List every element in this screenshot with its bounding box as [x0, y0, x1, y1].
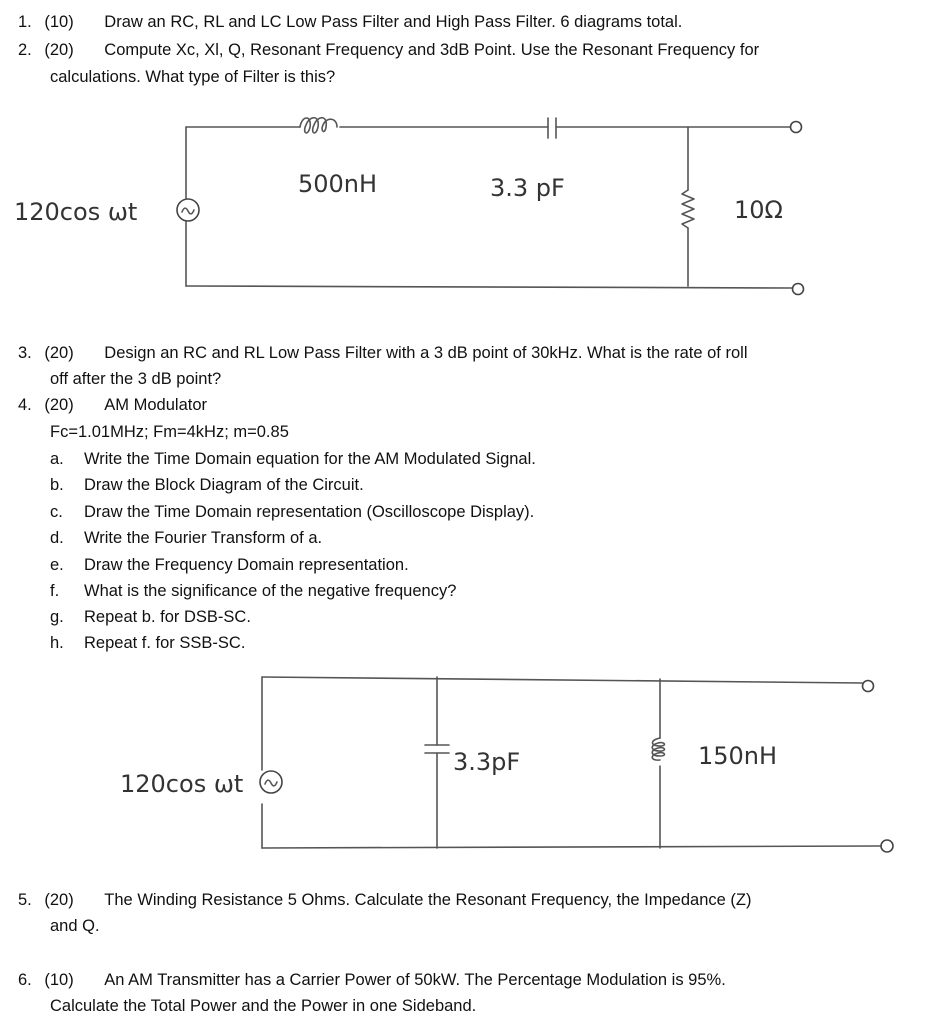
question-number: 4. [18, 396, 32, 414]
am-parameters: Fc=1.01MHz; Fm=4kHz; m=0.85 [50, 423, 289, 441]
capacitor-label: 3.3pF [453, 748, 521, 776]
item-text: Draw the Time Domain representation (Oscilloscope Display). [84, 503, 535, 521]
item-letter: e. [50, 556, 64, 574]
question-points: (20) [44, 396, 74, 414]
question-text: The Winding Resistance 5 Ohms. Calculate the Resonant Frequency, the Impedance (Z) [104, 891, 752, 909]
question-number: 5. [18, 891, 32, 909]
question-number: 2. [18, 41, 32, 59]
question-points: (20) [44, 41, 74, 59]
wire [262, 846, 880, 848]
item-text: Write the Fourier Transform of a. [84, 529, 323, 547]
item-letter: d. [50, 529, 64, 547]
source-label: 120cos ωt [120, 770, 244, 798]
question-6 [18, 970, 726, 990]
question-text: An AM Transmitter has a Carrier Power of 50kW. The Percentage Modulation is 95%. [104, 971, 726, 989]
sine-wave-icon [265, 780, 277, 786]
question-number: 3. [18, 344, 32, 362]
question-5-continuation: and Q. [50, 917, 100, 935]
item-text: Repeat b. for DSB-SC. [84, 608, 251, 626]
source-label: 120cos ωt [14, 198, 138, 226]
item-text: Write the Time Domain equation for the AM Modulated Signal. [84, 450, 536, 468]
item-text: What is the significance of the negative frequency? [84, 582, 457, 600]
item-letter: a. [50, 450, 64, 468]
item-letter: c. [50, 503, 63, 521]
inductor-label: 500nH [298, 170, 378, 198]
question-number: 1. [18, 13, 32, 31]
item-letter: f. [50, 582, 60, 600]
item-text: Draw the Frequency Domain representation. [84, 556, 409, 574]
question-3-continuation: off after the 3 dB point? [50, 370, 222, 388]
wire [262, 677, 862, 683]
question-2-continuation: calculations. What type of Filter is this? [50, 68, 336, 86]
question-points: (10) [44, 13, 74, 31]
question-text: Design an RC and RL Low Pass Filter with a 3 dB point of 30kHz. What is the rate of roll [104, 344, 748, 362]
question-points: (10) [44, 971, 74, 989]
question-text: Draw an RC, RL and LC Low Pass Filter and High Pass Filter. 6 diagrams total. [104, 13, 683, 31]
resistor-label: 10Ω [734, 196, 783, 224]
item-text: Draw the Block Diagram of the Circuit. [84, 476, 364, 494]
inductor-label: 150nH [698, 742, 778, 770]
terminal [881, 840, 893, 852]
item-text: Repeat f. for SSB-SC. [84, 634, 246, 652]
question-6-continuation: Calculate the Total Power and the Power in one Sideband. [50, 997, 477, 1015]
item-letter: h. [50, 634, 64, 652]
question-title: AM Modulator [104, 396, 208, 414]
inductor-symbol [652, 738, 664, 760]
question-points: (20) [44, 344, 74, 362]
question-number: 6. [18, 971, 32, 989]
capacitor-label: 3.3 pF [490, 174, 565, 202]
question-points: (20) [44, 891, 74, 909]
item-letter: g. [50, 608, 64, 626]
question-text: Compute Xc, Xl, Q, Resonant Frequency and 3dB Point. Use the Resonant Frequency for [104, 41, 760, 59]
question-5 [18, 890, 751, 910]
item-letter: b. [50, 476, 64, 494]
terminal [863, 681, 874, 692]
